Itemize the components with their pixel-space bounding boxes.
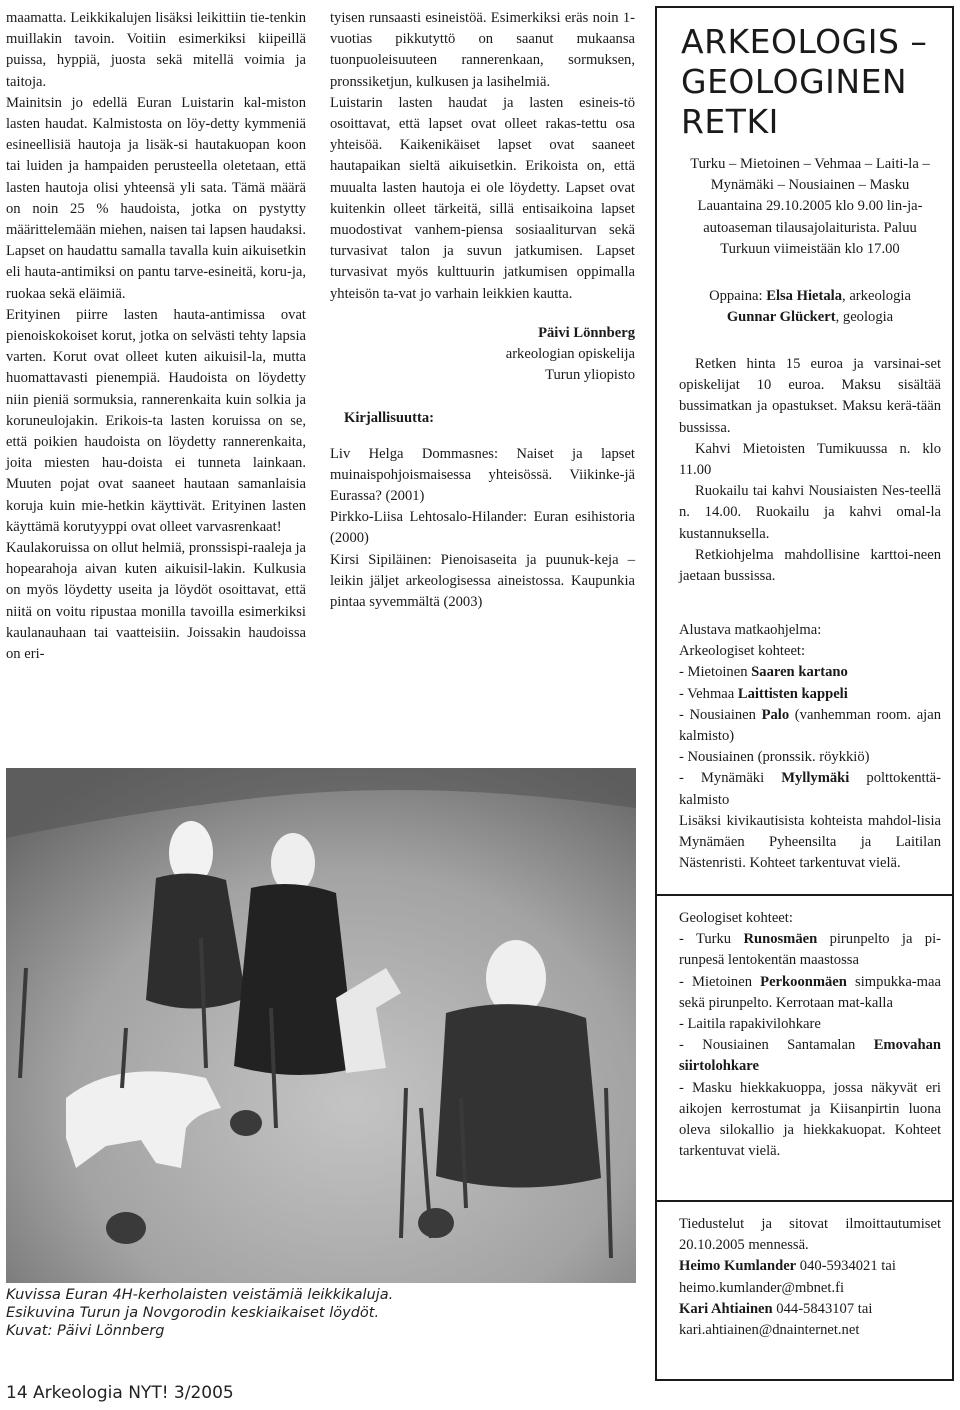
date-info: Lauantaina 29.10.2005 klo 9.00 lin-ja-autoaseman tilausajolaiturista. Paluu Turkuun viimeistään klo 17.00: [697, 198, 923, 257]
article-column-2: [330, 8, 635, 613]
route: Turku – Mietoinen – Vehmaa – Laiti-la – Mynämäki – Nousiainen – Masku: [690, 156, 930, 194]
box-title: [681, 22, 941, 142]
arch-item: - Vehmaa Laittisten kappeli: [679, 685, 848, 702]
guide-line-2: [679, 307, 941, 328]
itinerary-label: Alustava matkaohjelma:: [679, 622, 822, 638]
contact-name: Heimo Kumlander: [679, 1258, 797, 1275]
route-info: [679, 154, 941, 260]
itinerary: [679, 620, 941, 874]
author-org: Turun yliopisto: [545, 367, 635, 384]
guide-line-1: [679, 286, 941, 307]
reference-item: Kirsi Sipiläinen: Pienoisaseita ja puunuk-keja – leikin jäljet arkeologisessa aineistossa. Kaupunkia pintaa syvemmältä (2003): [330, 551, 635, 611]
arch-item: - Nousiainen (pronssik. röykkiö): [679, 749, 870, 766]
program-info: Retkiohjelma mahdollisine karttoi-neen jaetaan bussissa.: [679, 546, 941, 585]
contact-email[interactable]: heimo.kumlander@mbnet.fi: [679, 1279, 845, 1296]
divider: [657, 894, 952, 896]
contact-phone: 044-5843107 tai: [772, 1300, 873, 1317]
geo-targets: [679, 908, 941, 1162]
geo-item: - Laitila rapakivilohkare: [679, 1016, 821, 1033]
price-info: Retken hinta 15 euroa ja varsinai-set opiskelijat 10 euroa. Maksu sisältää bussimatkan ja opastukset. Maksu kerä-tään bussissa.: [679, 356, 941, 436]
photo-illustration: [6, 768, 636, 1283]
title-line: RETKI: [681, 102, 779, 141]
geo-item: - Mietoinen Perkoonmäen simpukka-maa sekä pirunpelto. Kerrotaan mat-kalla: [679, 973, 941, 1011]
caption-line: Kuvat: Päivi Lönnberg: [6, 1323, 165, 1339]
paragraph: Erityinen piirre lasten hauta-antimissa ovat pienoiskokoiset korut, jotka on selvästi tehty lapsia varten. Korut ovat olleet kuten aikuisil-la, mutta huomattavasti pienempiä. Haudoista on löydetty niin pieniä sormuksia, rannerenkaita kuin solkia ja koruneulojakin. Erikois-ta lasten koruissa on se, että poikien haudoista on löydetty rannerenkaita, joita miesten hau-doista ei tunneta lainkaan. Muuten pojat ovat saaneet hautaan samanlaisia koruja kuin mie-hetkin käyttivät. Erityinen lasten käyttämä korutyyppi ovat olleet varvasrenkaat!: [6, 306, 306, 535]
reference-item: Liv Helga Dommasnes: Naiset ja lapset muinaispohjoismaisessa yhteisössä. Viikinke-jä Eurassa? (2001): [330, 445, 635, 505]
contact-intro: Tiedustelut ja sitovat ilmoittautumiset 20.10.2005 mennessä.: [679, 1216, 941, 1254]
reference-item: Pirkko-Liisa Lehtosalo-Hilander: Euran esihistoria (2000): [330, 509, 635, 547]
guide-role: , arkeologia: [842, 288, 911, 304]
arch-item: - Mietoinen Saaren kartano: [679, 664, 848, 681]
geo-label: Geologiset kohteet:: [679, 910, 793, 926]
guide-role: , geologia: [835, 309, 894, 326]
paragraph: tyisen runsaasti esineistöä. Esimerkiksi eräs noin 1-vuotias pikkutyttö on saanut mukaansa tuonpuoleisuuteen rannerenkaan, sormuksen, pronssiketjun, kulkusen ja lasihelmiä.: [330, 10, 635, 90]
guide-name: Elsa Hietala: [766, 288, 843, 304]
practical-info: [679, 354, 941, 587]
contact-line: [679, 1256, 941, 1277]
contact-name: Kari Ahtiainen: [679, 1300, 773, 1317]
title-line: GEOLOGINEN: [681, 62, 908, 101]
contact-email[interactable]: kari.ahtiainen@dnainternet.net: [679, 1322, 860, 1339]
contact-info: [679, 1214, 941, 1341]
references-heading: Kirjallisuutta:: [344, 410, 434, 427]
article-column-1: [6, 8, 306, 665]
paragraph: Luistarin lasten haudat ja lasten esineis-tö osoittavat, että lapset ovat olleet rakas-tettu osa yhteisöä. Kaikenikäiset lapset ovat saaneet hautapaikan sieltä aikuisetkin. Erikoista on, että muualta lasten hautoja ei ole löydetty. Lapset ovat kuitenkin olleet tärkeitä, sillä entisaikoina lapset muodostivat vanhem-piensa sosiaaliturvan sekä turvasivat talon ja suvun jatkumisen. Lapset turvasivat myös kulttuurin jatkumisen oppimalla yhteisön ta-vat jo varhain leikkien kautta.: [330, 94, 635, 302]
author-signature: [330, 323, 635, 387]
contact-phone: 040-5934021 tai: [796, 1258, 896, 1275]
toy-figures-photo: [6, 768, 636, 1283]
coffee-info: Kahvi Mietoisten Tumikuussa n. klo 11.00: [679, 440, 941, 479]
guides-label: Oppaina:: [709, 288, 763, 304]
contact-line: [679, 1299, 941, 1320]
guide-name: Gunnar Glückert: [726, 309, 836, 326]
page-footer: 14 Arkeologia NYT! 3/2005: [6, 1383, 234, 1403]
divider: [657, 1200, 952, 1202]
arch-item: - Nousiainen Palo (vanhemman room. ajan kalmisto): [679, 706, 941, 745]
geo-item: - Masku hiekkakuoppa, jossa näkyvät eri aikojen kerrostumat ja Kiisanpirtin luona oleva silokallio ja hiekkakuopat. Kohteet tarkentuvat vielä.: [679, 1079, 941, 1160]
paragraph: Mainitsin jo edellä Euran Luistarin kal-miston lasten haudat. Kalmistosta on löy-detty kymmeniä esineellisiä hautoja ja lisäk-si hautakuopan koon tai luiden ja hampaiden perusteella oletetaan, että lasten hautoja olisi yhteensä yli sata. Tämä määrä on noin 25 % haudoista, jotka on pystytty määrittelemään miehen, naisen tai lapsen haudaksi. Lapset on haudattu samalla tavalla kuin aikuisetkin eli hauta-antimiksi on pantu tarve-esineitä, koru-ja, ruokaa sekä eläimiä.: [6, 94, 306, 302]
paragraph: maamatta. Leikkikalujen lisäksi leikittiin tie-tenkin muillakin tavoin. Voitiin esimerkiksi kiipeillä puissa, hyppiä, juosta sekä mitellä voimia ja taitoja.: [6, 10, 306, 90]
arch-item: - Mynämäki Myllymäki polttokenttä-kalmisto: [679, 770, 941, 808]
guides-info: [679, 286, 941, 328]
paragraph: Kaulakoruissa on ollut helmiä, pronssispi-raaleja ja hopearahoja aivan kuten aikuisil-lakin. Kulkusia on myös löydetty useita ja löydöt osoittavat, että niitä on voitu ripustaa monilla tavoilla esimerkiksi kaulanauhaan tai vaatteisiin. Joissakin haudoissa on eri-: [6, 540, 306, 663]
photo-caption: [6, 1286, 636, 1340]
arch-label: Arkeologiset kohteet:: [679, 643, 806, 660]
geo-item: - Turku Runosmäen pirunpelto ja pi-runpesä lentokentän maastossa: [679, 931, 941, 969]
lunch-info: Ruokailu tai kahvi Nousiaisten Nes-teellä n. 14.00. Ruokailu ja kahvi omal-la kustannuksella.: [679, 483, 941, 542]
arch-extra: Lisäksi kivikautisista kohteista mahdol-lisia Mynämäen Pyheensilta ja Laitilan Nästenristi. Kohteet tarkentuvat vielä.: [679, 812, 941, 872]
excursion-info-box: [655, 6, 954, 1381]
title-line: ARKEOLOGIS –: [681, 22, 928, 61]
geo-item: - Nousiainen Santamalan Emovahan siirtolohkare: [679, 1037, 941, 1075]
author-role: arkeologian opiskelija: [505, 346, 635, 363]
caption-line: Kuvissa Euran 4H-kerholaisten veistämiä leikkikaluja.: [6, 1287, 394, 1303]
caption-line: Esikuvina Turun ja Novgorodin keskiaikaiset löydöt.: [6, 1305, 380, 1321]
author-name: Päivi Lönnberg: [538, 324, 635, 341]
